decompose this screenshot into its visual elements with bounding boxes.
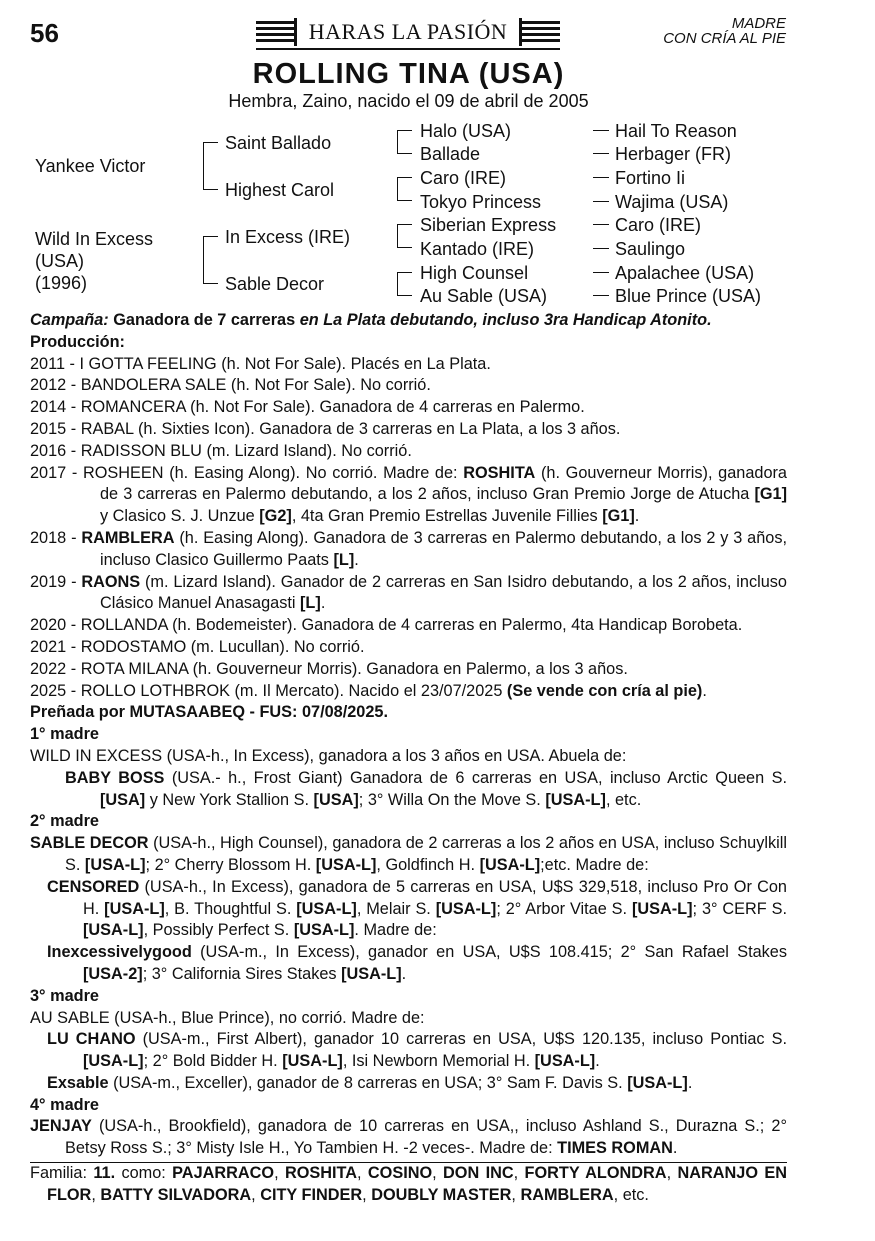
dam1-heading: 1° madre (30, 725, 99, 744)
prod-text: RADISSON BLU (m. Lizard Island). No corrió. (80, 441, 412, 460)
pedigree-g4-5: Caro (IRE) (615, 215, 702, 235)
bracket-g2-b (203, 236, 218, 284)
grade: [USA-2] (83, 964, 143, 983)
grade: [L] (300, 594, 321, 613)
pedigree-g4-7: Apalachee (USA) (615, 263, 755, 283)
pedigree-sire: Yankee Victor (35, 156, 146, 176)
bracket-g3-d (397, 272, 412, 296)
pedigree-g3-1: Halo (USA) (420, 121, 512, 141)
t: . Madre de: (354, 921, 437, 940)
pedigree-g3-3: Caro (IRE) (420, 168, 507, 188)
t: RAMBLERA (81, 528, 175, 547)
t: Exsable (47, 1073, 109, 1092)
pedigree-g3-2: Ballade (420, 144, 481, 164)
t: . (354, 550, 359, 569)
horse-description: Hembra, Zaino, nacido el 09 de abril de 2005 (228, 91, 589, 111)
t: , B. Thoughtful S. (164, 899, 297, 918)
brand-name: HARAS LA PASIÓN (308, 19, 508, 44)
bracket-g3-c (397, 224, 412, 248)
t: (USA-m., In Excess), ganador en USA, U$S 108.415; 2° San Rafael Stakes (191, 943, 787, 962)
prod-text: BANDOLERA SALE (h. Not For Sale). No corrió. (80, 376, 431, 395)
pedigree-g3-5: Siberian Express (420, 215, 557, 235)
t: ; 2° Cherry Blossom H. (145, 855, 316, 874)
pedigree-g3-4: Tokyo Princess (420, 192, 542, 212)
grade: [USA-L] (435, 899, 497, 918)
dam3-exsable (30, 1073, 787, 1095)
pedigree-g2-2: Highest Carol (225, 180, 335, 200)
production-row (30, 375, 787, 397)
prod-text: RODOSTAMO (m. Lucullan). No corrió. (80, 637, 365, 656)
t: . (672, 1139, 678, 1158)
family-line: Familia: 11. como: PAJARRACO, ROSHITA, COSINO, DON INC, FORTY ALONDRA, NARANJO EN FLOR, BATTY SILVADORA, CITY FINDER, DOUBLY MASTER, RAMBLERA, etc. (30, 1164, 787, 1204)
grade: [USA-L] (83, 921, 144, 940)
family-label: Familia: (30, 1164, 94, 1183)
t: JENJAY (30, 1117, 92, 1136)
prod-year: 2020 - (30, 616, 81, 635)
t: ROSHITA (463, 463, 536, 482)
grade: [USA-L] (296, 899, 357, 918)
prod-year: 2025 - (30, 681, 81, 700)
dash-g4-8 (593, 295, 609, 296)
brand-bars-right (522, 21, 560, 43)
horse-name: ROLLING TINA (USA) (252, 58, 565, 90)
brand-bars-left (256, 21, 294, 43)
dash-g4-6 (593, 248, 609, 249)
dam3-heading: 3° madre (30, 986, 99, 1005)
t: SABLE DECOR (30, 834, 149, 853)
bracket-g3-b (397, 177, 412, 201)
t: . (595, 1052, 600, 1071)
t: y New York Stallion S. (145, 790, 314, 809)
t: ;etc. Madre de: (540, 855, 649, 874)
pedigree-g3-6: Kantado (IRE) (420, 239, 535, 259)
production-row (30, 659, 787, 681)
production-row (30, 441, 787, 463)
t: , Isi Newborn Memorial H. (342, 1052, 535, 1071)
prod-year: 2011 - (30, 354, 80, 373)
production-row-2019 (30, 572, 787, 616)
family-name: ROSHITA (284, 1164, 358, 1183)
t: , Possibly Perfect S. (143, 921, 294, 940)
pedigree-dam-3: (1996) (35, 273, 88, 293)
prod-year: 2019 - (30, 572, 82, 591)
dam1-baby-boss (30, 768, 787, 812)
t: . (634, 507, 640, 526)
bracket-g2-a (203, 142, 218, 190)
section-line-2: CON CRÍA AL PIE (663, 30, 786, 47)
grade: [USA-L] (84, 855, 146, 874)
grade: [USA-L] (315, 855, 377, 874)
dash-g4-4 (593, 201, 609, 202)
t: etc. (622, 1185, 649, 1204)
prod-year: 2012 - (30, 376, 81, 395)
grade: [USA-L] (534, 1052, 596, 1071)
family-name: DOUBLY MASTER (371, 1185, 512, 1204)
dash-g4-3 (593, 177, 609, 178)
pedigree-dam-2: (USA) (35, 251, 84, 271)
t: LU CHANO (47, 1030, 136, 1049)
campaign-line (30, 310, 787, 332)
grade: [USA-L] (293, 921, 355, 940)
production-heading: Producción: (30, 332, 125, 351)
grade: [USA-L] (83, 1052, 144, 1071)
family-name: NARANJO EN FLOR (47, 1164, 787, 1204)
brand-underline (256, 48, 560, 50)
family-number: 11. (93, 1164, 116, 1183)
family-name: FORTY ALONDRA (524, 1164, 667, 1183)
grade: [USA] (100, 790, 146, 809)
dash-g4-7 (593, 272, 609, 273)
prod-year: 2016 - (30, 441, 81, 460)
pedigree-g4-4: Wajima (USA) (615, 192, 729, 212)
grade: [USA-L] (341, 964, 402, 983)
prod-text: ROLLANDA (h. Bodemeister). Ganadora de 4 carreras en Palermo, 4ta Handicap Borobeta. (80, 616, 743, 635)
prod-year: 2015 - (30, 419, 81, 438)
prod-text: I GOTTA FEELING (h. Not For Sale). Placés en La Plata. (79, 354, 491, 373)
grade: [L] (333, 550, 355, 569)
dam4-jenjay (30, 1116, 787, 1160)
t: (h. Easing Along). Ganadora de 3 carreras en Palermo debutando, a los 2 y 3 años, incluso Clasico Guillermo Paats (100, 528, 787, 569)
t: (USA-m., First Albert), ganador 10 carreras en USA, U$S 120.135, incluso Pontiac S. (135, 1030, 788, 1049)
production-row (30, 615, 787, 637)
prod-year: 2014 - (30, 398, 81, 417)
t: ROLLO LOTHBROK (m. Il Mercato). Nacido el 23/07/2025 (80, 681, 507, 700)
production-row (30, 397, 787, 419)
prod-year: 2018 - (30, 528, 82, 547)
grade: [USA-L] (282, 1052, 343, 1071)
pedigree-g3-8: Au Sable (USA) (420, 286, 548, 306)
section-label (663, 16, 786, 46)
pedigree-g4-8: Blue Prince (USA) (615, 286, 762, 306)
production-row-2025 (30, 681, 787, 703)
grade: [G1] (602, 507, 635, 526)
t: (USA.- h., Frost Giant) Ganadora de 6 carreras en USA, incluso Arctic Queen S. (164, 768, 787, 787)
prod-year: 2021 - (30, 637, 81, 656)
production-row-2018 (30, 528, 787, 572)
t: CENSORED (47, 877, 140, 896)
dam3-intro: AU SABLE (USA-h., Blue Prince), no corrió. Madre de: (30, 1008, 425, 1027)
pedigree-g2-4: Sable Decor (225, 274, 325, 294)
t: (Se vende con cría al pie) (506, 681, 703, 700)
t: (USA-h., High Counsel), ganadora de 2 carreras a los 2 años en USA, incluso Schuylkill S. (65, 834, 787, 874)
prod-text: RABAL (h. Sixties Icon). Ganadora de 3 carreras en La Plata, a los 3 años. (80, 419, 621, 438)
grade: [G1] (754, 485, 787, 504)
prod-year: 2022 - (30, 659, 81, 678)
t: . (702, 681, 707, 700)
t: (m. Lizard Island). Ganador de 2 carreras en San Isidro debutando, a los 2 años, incluso Clásico Manuel Anasagasti (100, 572, 787, 613)
section-line-1: MADRE (731, 15, 786, 32)
production-row-2017 (30, 463, 787, 528)
pedigree-g2-3: In Excess (IRE) (225, 227, 351, 247)
pedigree-g4-1: Hail To Reason (615, 121, 737, 141)
production-row (30, 419, 787, 441)
t: ; 3° Willa On the Move S. (358, 790, 546, 809)
grade: [USA] (313, 790, 359, 809)
t: ; 2° Arbor Vitae S. (496, 899, 632, 918)
pedigree-g4-2: Herbager (FR) (615, 144, 732, 164)
production-row (30, 637, 787, 659)
t: (USA-h., In Excess), ganadora de 5 carreras en USA, U$S 329,518, incluso Pro Or Con H. (83, 877, 787, 918)
t: , Melair S. (356, 899, 436, 918)
t: como: (115, 1164, 173, 1183)
t: ; 3° California Sires Stakes (142, 964, 342, 983)
prod-text: ROMANCERA (h. Not For Sale). Ganadora de 4 carreras en Palermo. (80, 398, 585, 417)
t: (USA-h., Brookfield), ganadora de 10 carreras en USA,, incluso Ashland S., Durazna S.; 2° Betsy Ross S.; 3° Misty Isle H., Yo Tambien H. -2 veces-. Madre de: (65, 1117, 787, 1158)
t: y Clasico S. J. Unzue (100, 507, 260, 526)
dam2-inexcessivelygood (30, 942, 787, 986)
t: , 4ta Gran Premio Estrellas Juvenile Fillies (291, 507, 603, 526)
dam2-censored (30, 877, 787, 942)
t: Inexcessivelygood (47, 943, 192, 962)
brand-vbar-left (294, 18, 297, 46)
pedigree-g4-3: Fortino Ii (615, 168, 686, 188)
pregnant-line: Preñada por MUTASAABEQ - FUS: 07/08/2025. (30, 703, 388, 722)
grade: [USA-L] (627, 1073, 688, 1092)
campaign-label: Campaña: (30, 311, 109, 329)
dam2-heading: 2° madre (30, 812, 99, 831)
pedigree-g3-7: High Counsel (420, 263, 529, 283)
pedigree-g2-1: Saint Ballado (225, 133, 332, 153)
pedigree-g4-6: Saulingo (615, 239, 686, 259)
dash-g4-5 (593, 224, 609, 225)
t: (USA-m., Exceller), ganador de 8 carreras en USA; 3° Sam F. Davis S. (108, 1073, 628, 1092)
family-name: BATTY SILVADORA (100, 1185, 252, 1204)
production-row (30, 354, 787, 376)
dash-g4-1 (593, 130, 609, 131)
grade: [USA-L] (545, 790, 606, 809)
t: ; 3° CERF S. (692, 899, 787, 918)
family-name: DON INC (443, 1164, 514, 1183)
grade: [USA-L] (104, 899, 165, 918)
dam3-lu-chano (30, 1029, 787, 1073)
campaign-rest: en La Plata debutando, incluso 3ra Handicap Atonito. (295, 311, 712, 329)
dash-g4-2 (593, 153, 609, 154)
catalog-body (30, 310, 787, 1207)
grade: [USA-L] (479, 855, 541, 874)
family-name: RAMBLERA (520, 1185, 614, 1204)
t: , Goldfinch H. (376, 855, 480, 874)
t: BABY BOSS (65, 768, 165, 787)
brand-header (256, 18, 560, 48)
t: . (320, 594, 326, 613)
t: TIMES ROMAN (557, 1139, 673, 1158)
bracket-g3-a (397, 130, 412, 154)
t: RAONS (81, 572, 141, 591)
family-name: COSINO (367, 1164, 433, 1183)
t: . (401, 964, 407, 983)
grade: [USA-L] (631, 899, 693, 918)
t: . (687, 1073, 693, 1092)
grade: [G2] (259, 507, 292, 526)
dam1-intro: WILD IN EXCESS (USA-h., In Excess), ganadora a los 3 años en USA. Abuela de: (30, 746, 627, 765)
family-name: PAJARRACO (172, 1164, 275, 1183)
family-name: CITY FINDER (260, 1185, 363, 1204)
t: (h. Gouverneur Morris), ganadora de 3 carreras en Palermo debutando, a los 2 años, incluso Gran Premio Jorge de Atucha (100, 463, 787, 504)
t: , etc. (605, 790, 642, 809)
pedigree-dam-1: Wild In Excess (35, 229, 154, 249)
prod-year: 2017 - (30, 463, 83, 482)
page-number: 56 (30, 18, 59, 48)
prod-text: ROTA MILANA (h. Gouverneur Morris). Ganadora en Palermo, a los 3 años. (80, 659, 628, 678)
t: ROSHEEN (h. Easing Along). No corrió. Madre de: (83, 463, 464, 482)
t: ; 2° Bold Bidder H. (143, 1052, 283, 1071)
dam2-sable-decor (30, 833, 787, 877)
campaign-wins: Ganadora de 7 carreras (113, 311, 296, 329)
dam4-heading: 4° madre (30, 1095, 99, 1114)
